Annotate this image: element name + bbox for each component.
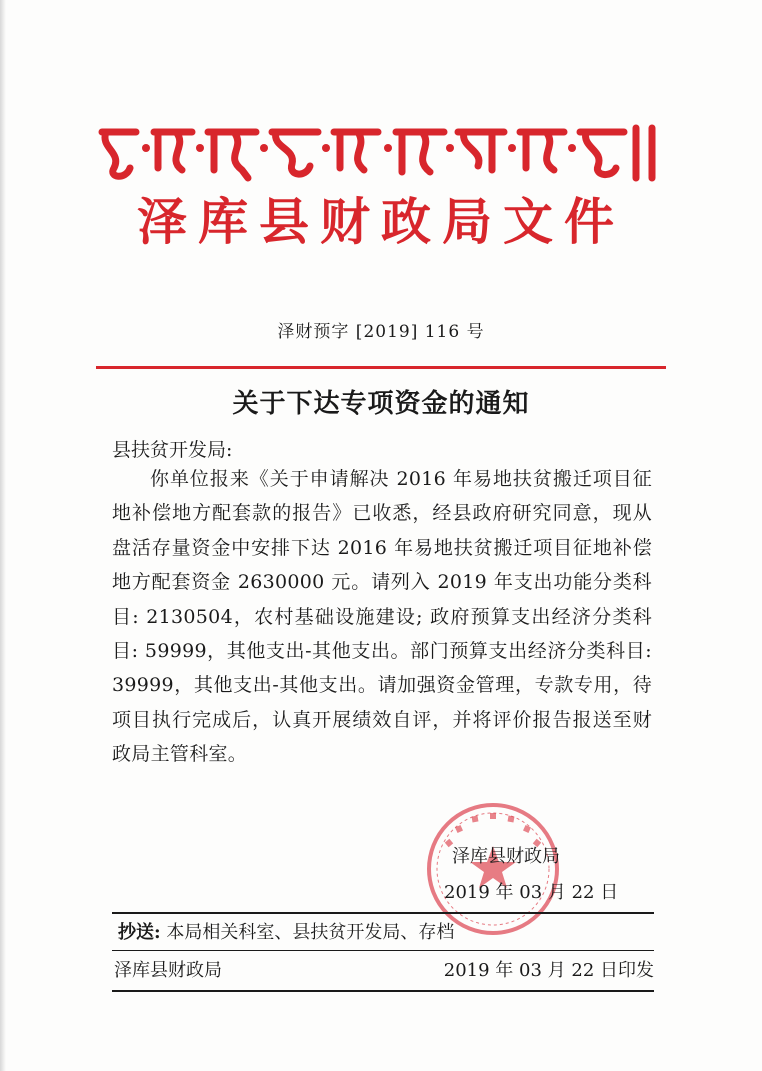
footer-rule-middle [112, 950, 654, 951]
footer-rule-top [112, 912, 654, 914]
notice-title: 关于下达专项资金的通知 [232, 389, 530, 419]
issuer-name: 泽库县财政局 [114, 960, 222, 981]
signer-name: 泽库县财政局 [452, 846, 560, 867]
scan-edge-shadow [0, 0, 6, 1071]
issue-date: 2019 年 03 月 22 日印发 [443, 960, 654, 981]
footer-rule-bottom [112, 990, 654, 992]
red-separator-line [96, 366, 666, 369]
tibetan-header-calligraphy [96, 118, 666, 188]
document-header-title: 泽库县财政局文件 [137, 193, 625, 251]
cc-label: 抄送: [118, 922, 161, 943]
document-number: 泽财预字 [2019] 116 号 [277, 322, 485, 342]
notice-body: 你单位报来《关于申请解决 2016 年易地扶贫搬迁项目征地补偿地方配套款的报告》已收悉，经县政府研究同意，现从盘活存量资金中安排下达 2016 年易地扶贫搬迁项目征地补偿地方配套资金 2630000 元。请列入 2019 年支出功能分类科目: 2130504，农村基础设施建设; 政府预算支出经济分类科目: 59999，其他支出-其他支出。部门预算支出经济分类科目: 39999，其他支出-其他支出。请加强资金管理，专款专用，待项目执行完成后，认真开展绩效自评，并将评价报告报送至财政局主管科室。 [112, 468, 652, 766]
cc-line [118, 920, 454, 946]
addressee: 县扶贫开发局: [112, 439, 233, 461]
signature-date: 2019 年 03 月 22 日 [444, 882, 619, 903]
cc-recipients: 本局相关科室、县扶贫开发局、存档 [166, 922, 455, 943]
